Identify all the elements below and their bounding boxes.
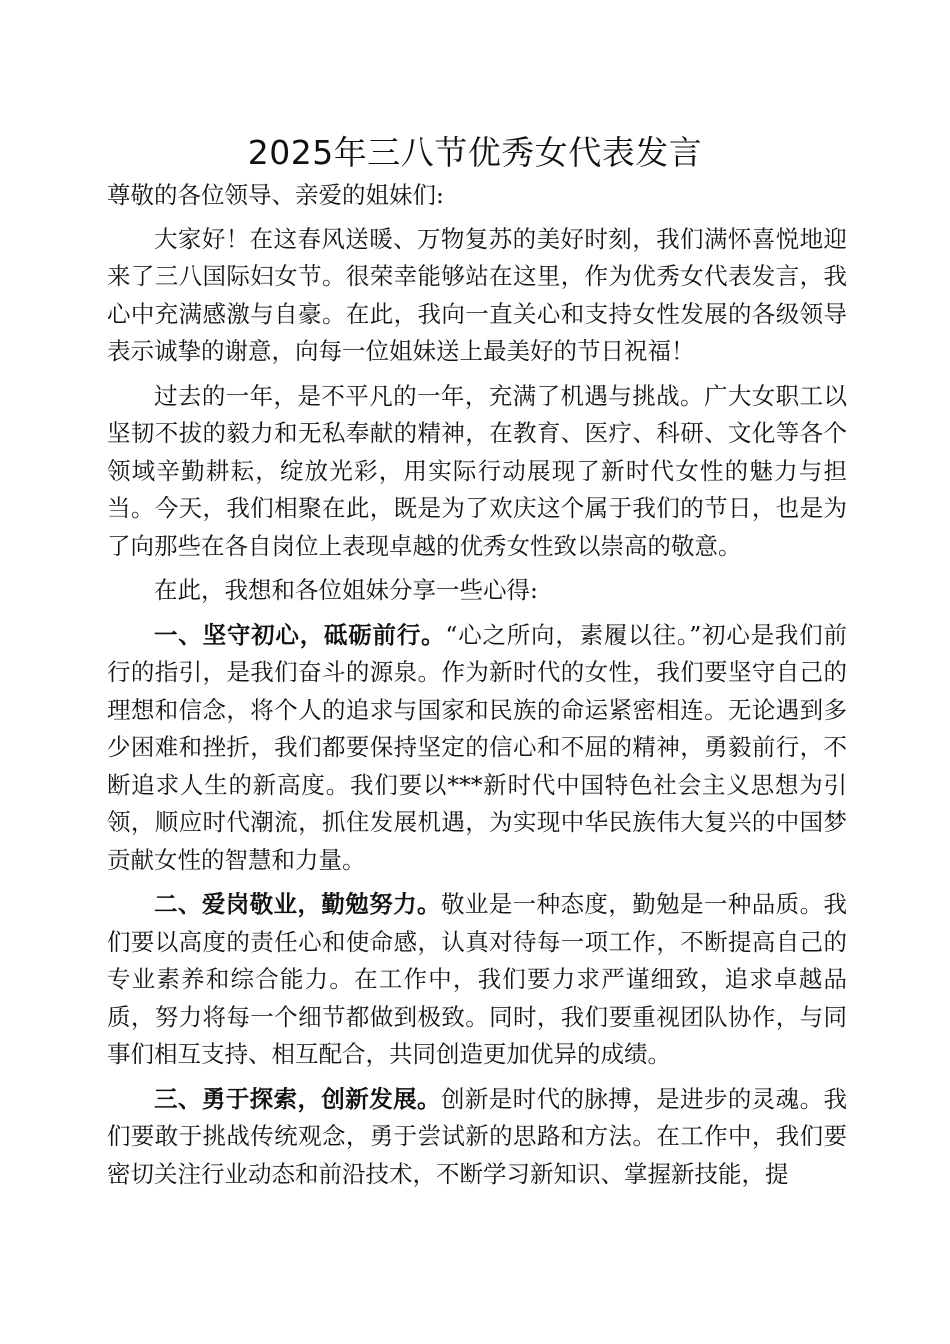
document-body — [107, 177, 847, 1200]
paragraph-text: 创新是时代的脉搏，是进步的灵魂。我们要敢于挑战传统观念，勇于尝试新的思路和方法。在工作中，我们要密切关注行业动态和前沿技术，不断学习新知识、掌握新技能，提 — [107, 1084, 848, 1188]
paragraph-heading: 二、爱岗敬业，勤勉努力。 — [154, 890, 441, 918]
paragraph-review — [107, 378, 847, 566]
paragraph-text: 在此，我想和各位姐妹分享一些心得: — [154, 576, 538, 604]
document-title: 2025年三八节优秀女代表发言 — [247, 133, 703, 172]
paragraph-text: 过去的一年，是不平凡的一年，充满了机遇与挑战。广大女职工以坚韧不拔的毅力和无私奉献的精神，在教育、医疗、科研、文化等各个领域辛勤耕耘，绽放光彩，用实际行动展现了新时代女性的魅力与担当。今天，我们相聚在此，既是为了欢庆这个属于我们的节日，也是为了向那些在各自岗位上表现卓越的优秀女性致以崇高的敬意。 — [107, 381, 847, 560]
paragraph-greeting — [107, 221, 847, 371]
salutation: 尊敬的各位领导、亲爱的姐妹们: — [107, 181, 444, 209]
paragraph-point-1 — [107, 617, 847, 880]
paragraph-point-3 — [107, 1081, 847, 1194]
paragraph-point-2 — [107, 886, 847, 1074]
paragraph-text: 大家好！在这春风送暖、万物复苏的美好时刻，我们满怀喜悦地迎来了三八国际妇女节。很荣幸能够站在这里，作为优秀女代表发言，我心中充满感激与自豪。在此，我向一直关心和支持女性发展的各级领导表示诚挚的谢意，向每一位姐妹送上最美好的节日祝福！ — [107, 224, 847, 365]
paragraph-heading: 三、勇于探索，创新发展。 — [154, 1084, 441, 1113]
paragraph-text: “心之所向，素履以往。”初心是我们前行的指引，是我们奋斗的源泉。作为新时代的女性，我们要坚守自己的理想和信念，将个人的追求与国家和民族的命运紧密相连。无论遇到多少困难和挫折，我们都要保持坚定的信心和不屈的精神，勇毅前行，不断追求人生的新高度。我们要以***新时代中国特色社会主义思想为引领，顺应时代潮流，抓住发展机遇，为实现中华民族伟大复兴的中国梦贡献女性的智慧和力量。 — [107, 620, 848, 874]
paragraph-text: 敬业是一种态度，勤勉是一种品质。我们要以高度的责任心和使命感，认真对待每一项工作，不断提高自己的专业素养和综合能力。在工作中，我们要力求严谨细致，追求卓越品质，努力将每一个细节都做到极致。同时，我们要重视团队协作，与同事们相互支持、相互配合，共同创造更加优异的成绩。 — [107, 890, 848, 1068]
paragraph-heading: 一、坚守初心，砥砺前行。 — [154, 620, 446, 649]
paragraph-intro — [107, 572, 847, 610]
